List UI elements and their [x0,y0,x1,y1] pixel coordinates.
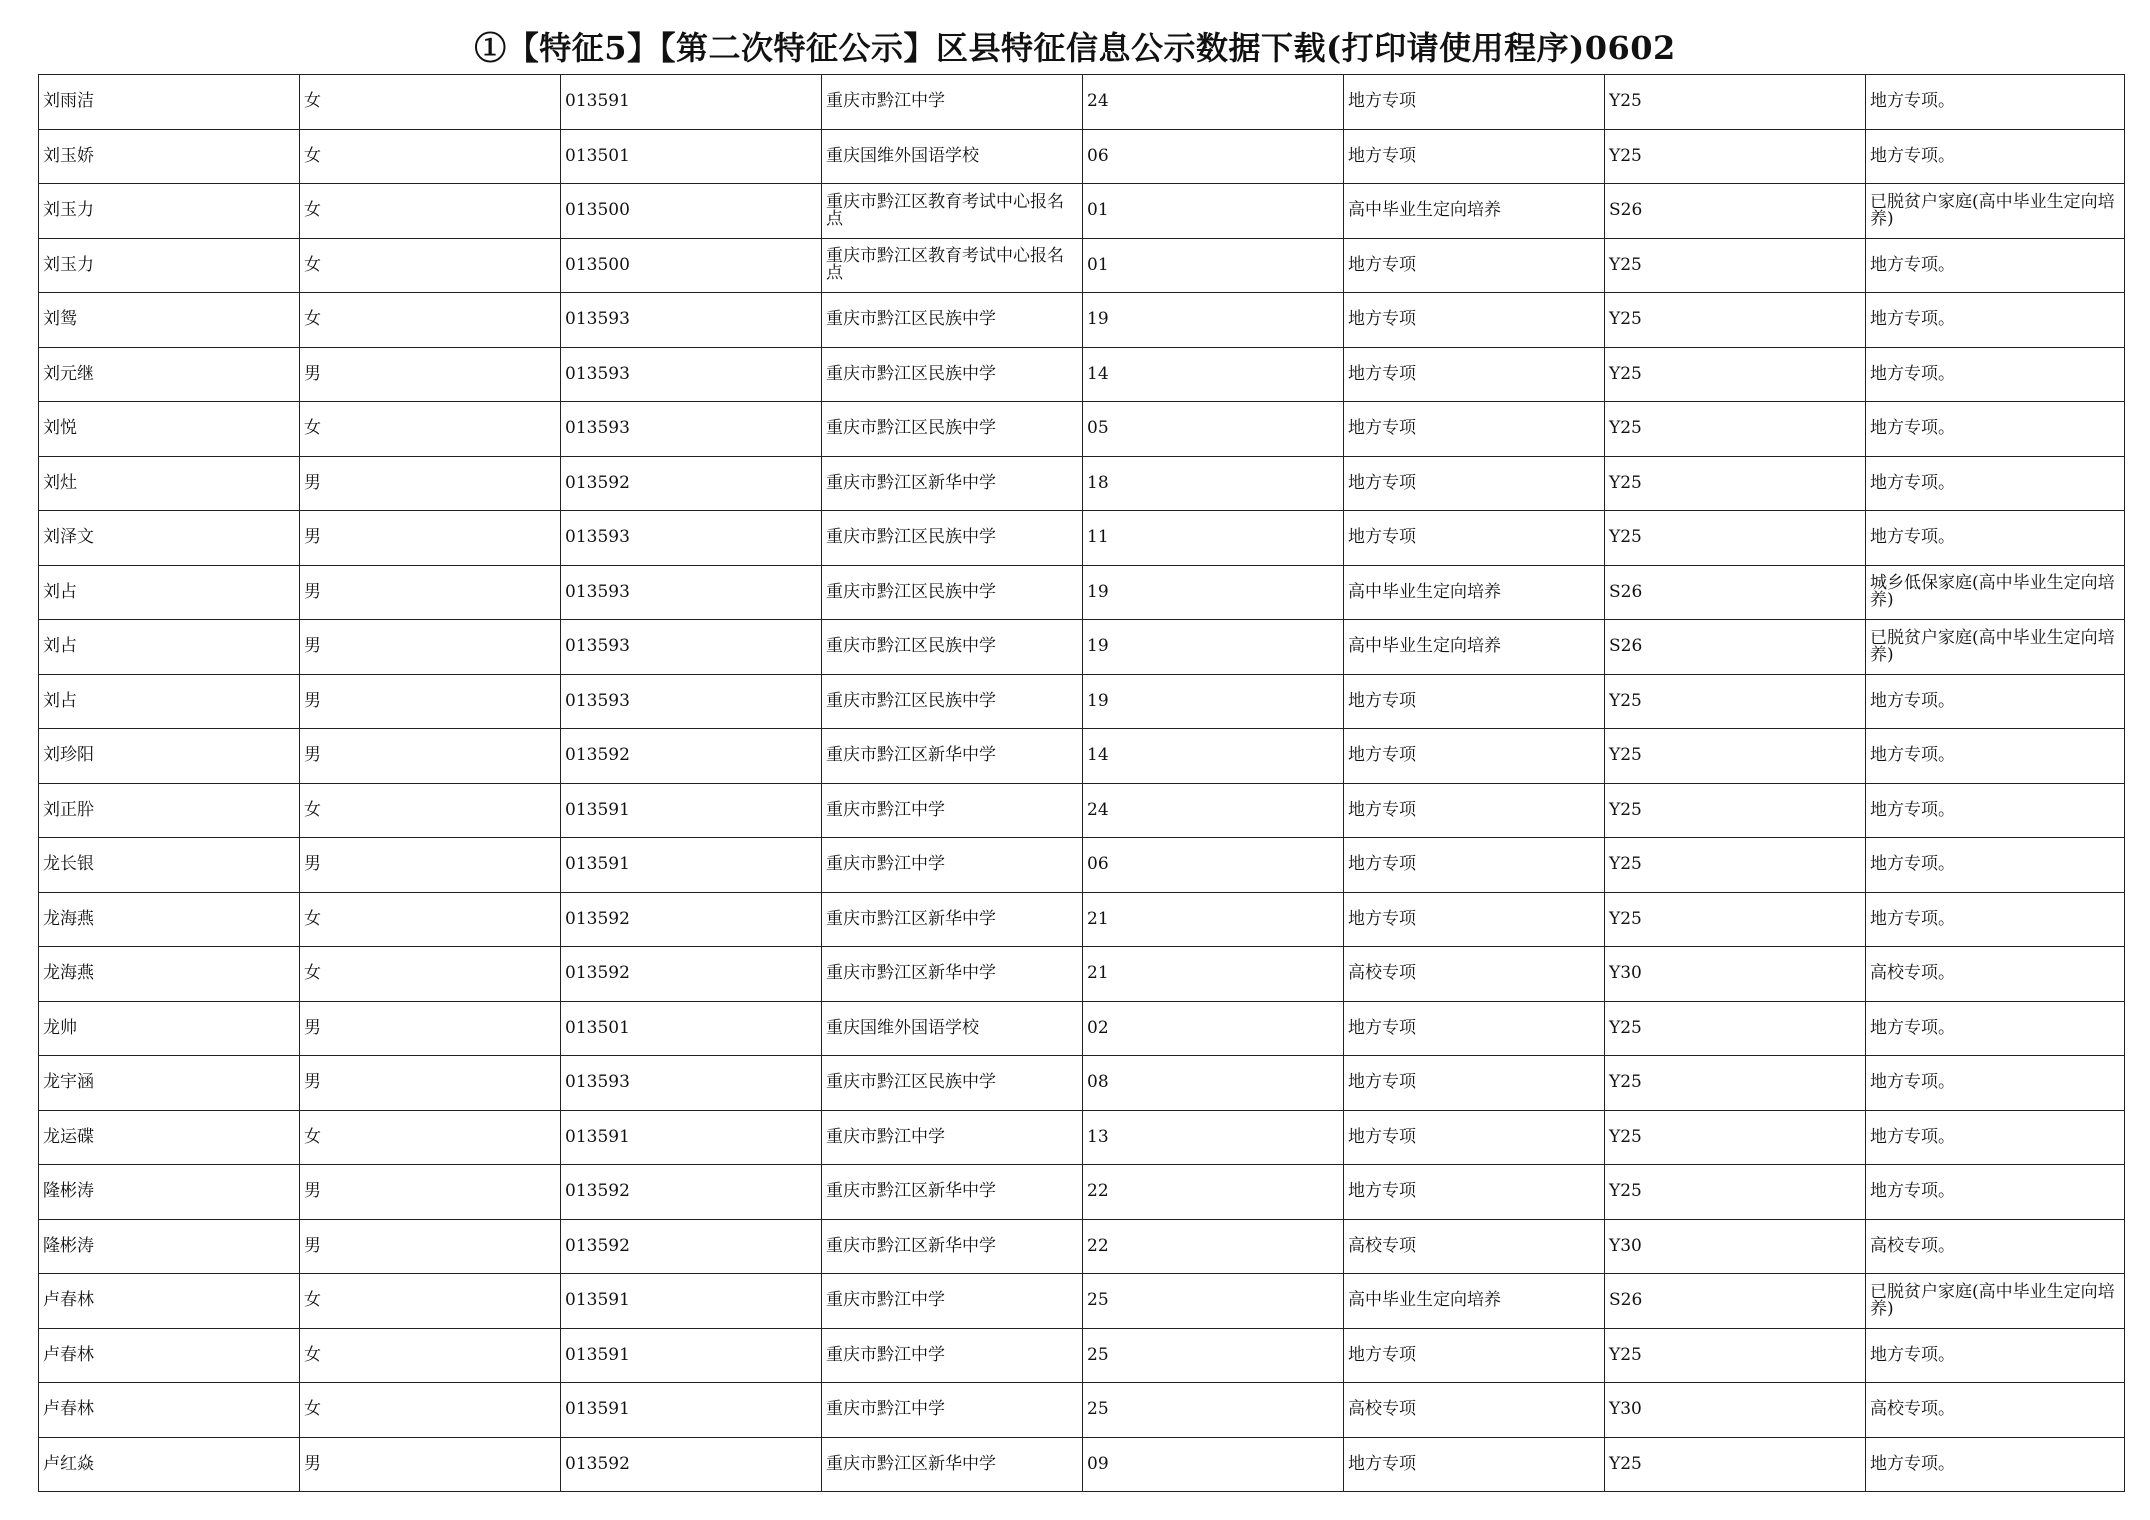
gender-cell: 男 [300,1437,561,1492]
school-cell: 重庆市黔江区民族中学 [822,620,1083,675]
remark-cell: 地方专项。 [1866,1110,2125,1165]
class-cell: 09 [1083,1437,1344,1492]
table-row [39,238,2125,293]
table-row [39,783,2125,838]
type-code-cell: Y25 [1605,1056,1866,1111]
class-cell: 06 [1083,129,1344,184]
gender-cell: 男 [300,347,561,402]
table-row [39,293,2125,348]
name-cell: 卢春林 [39,1328,300,1383]
code-cell: 013592 [561,456,822,511]
category-cell: 高校专项 [1344,1219,1605,1274]
name-cell: 隆彬涛 [39,1219,300,1274]
table-row [39,456,2125,511]
gender-cell: 女 [300,293,561,348]
school-cell: 重庆市黔江区教育考试中心报名点 [822,238,1083,293]
remark-cell: 高校专项。 [1866,947,2125,1002]
gender-cell: 男 [300,620,561,675]
category-cell: 地方专项 [1344,1328,1605,1383]
remark-cell: 地方专项。 [1866,1165,2125,1220]
gender-cell: 男 [300,1056,561,1111]
table-row [39,1219,2125,1274]
page-title: ①【特征5】【第二次特征公示】区县特征信息公示数据下载(打印请使用程序)0602 [474,29,1676,67]
remark-cell: 地方专项。 [1866,838,2125,893]
gender-cell: 男 [300,1219,561,1274]
type-code-cell: Y25 [1605,892,1866,947]
code-cell: 013501 [561,129,822,184]
table-row [39,1328,2125,1383]
school-cell: 重庆市黔江区新华中学 [822,947,1083,1002]
code-cell: 013591 [561,75,822,130]
name-cell: 刘悦 [39,402,300,457]
category-cell: 地方专项 [1344,293,1605,348]
type-code-cell: Y25 [1605,456,1866,511]
name-cell: 龙宇涵 [39,1056,300,1111]
class-cell: 24 [1083,75,1344,130]
remark-cell: 已脱贫户家庭(高中毕业生定向培养) [1866,1274,2125,1329]
category-cell: 地方专项 [1344,1056,1605,1111]
name-cell: 龙海燕 [39,947,300,1002]
remark-cell: 地方专项。 [1866,1437,2125,1492]
remark-cell: 已脱贫户家庭(高中毕业生定向培养) [1866,184,2125,239]
code-cell: 013593 [561,402,822,457]
category-cell: 地方专项 [1344,783,1605,838]
remark-cell: 地方专项。 [1866,129,2125,184]
code-cell: 013591 [561,838,822,893]
remark-cell: 高校专项。 [1866,1219,2125,1274]
code-cell: 013591 [561,783,822,838]
table-row [39,511,2125,566]
category-cell: 高中毕业生定向培养 [1344,620,1605,675]
remark-cell: 地方专项。 [1866,75,2125,130]
table-row [39,184,2125,239]
school-cell: 重庆市黔江中学 [822,1274,1083,1329]
type-code-cell: Y25 [1605,1165,1866,1220]
gender-cell: 女 [300,783,561,838]
type-code-cell: Y25 [1605,75,1866,130]
code-cell: 013501 [561,1001,822,1056]
class-cell: 14 [1083,347,1344,402]
table-row [39,620,2125,675]
remark-cell: 地方专项。 [1866,293,2125,348]
code-cell: 013593 [561,674,822,729]
type-code-cell: Y30 [1605,947,1866,1002]
gender-cell: 男 [300,511,561,566]
table-row [39,129,2125,184]
school-cell: 重庆市黔江区新华中学 [822,729,1083,784]
code-cell: 013593 [561,511,822,566]
gender-cell: 男 [300,1165,561,1220]
class-cell: 22 [1083,1219,1344,1274]
table-row [39,347,2125,402]
gender-cell: 女 [300,1383,561,1438]
remark-cell: 已脱贫户家庭(高中毕业生定向培养) [1866,620,2125,675]
name-cell: 刘珍阳 [39,729,300,784]
school-cell: 重庆国维外国语学校 [822,1001,1083,1056]
type-code-cell: Y25 [1605,129,1866,184]
type-code-cell: Y25 [1605,1110,1866,1165]
category-cell: 高校专项 [1344,947,1605,1002]
table-row [39,838,2125,893]
gender-cell: 男 [300,838,561,893]
remark-cell: 地方专项。 [1866,402,2125,457]
name-cell: 隆彬涛 [39,1165,300,1220]
category-cell: 地方专项 [1344,129,1605,184]
category-cell: 地方专项 [1344,1437,1605,1492]
remark-cell: 地方专项。 [1866,1056,2125,1111]
category-cell: 高中毕业生定向培养 [1344,1274,1605,1329]
code-cell: 013591 [561,1328,822,1383]
class-cell: 01 [1083,184,1344,239]
table-row [39,674,2125,729]
name-cell: 刘泽文 [39,511,300,566]
school-cell: 重庆市黔江区新华中学 [822,892,1083,947]
name-cell: 龙运碟 [39,1110,300,1165]
school-cell: 重庆市黔江中学 [822,838,1083,893]
school-cell: 重庆国维外国语学校 [822,129,1083,184]
table-row [39,892,2125,947]
remark-cell: 地方专项。 [1866,892,2125,947]
category-cell: 地方专项 [1344,75,1605,130]
table-row [39,1001,2125,1056]
type-code-cell: Y25 [1605,1437,1866,1492]
gender-cell: 女 [300,1328,561,1383]
table-row [39,402,2125,457]
code-cell: 013593 [561,565,822,620]
school-cell: 重庆市黔江区教育考试中心报名点 [822,184,1083,239]
class-cell: 01 [1083,238,1344,293]
category-cell: 地方专项 [1344,1001,1605,1056]
name-cell: 卢红焱 [39,1437,300,1492]
name-cell: 刘元继 [39,347,300,402]
name-cell: 卢春林 [39,1383,300,1438]
table-row [39,947,2125,1002]
class-cell: 05 [1083,402,1344,457]
name-cell: 刘玉娇 [39,129,300,184]
code-cell: 013500 [561,238,822,293]
school-cell: 重庆市黔江中学 [822,1110,1083,1165]
category-cell: 高校专项 [1344,1383,1605,1438]
table-row [39,75,2125,130]
code-cell: 013591 [561,1274,822,1329]
table-row [39,1165,2125,1220]
type-code-cell: Y25 [1605,1001,1866,1056]
remark-cell: 地方专项。 [1866,729,2125,784]
category-cell: 高中毕业生定向培养 [1344,184,1605,239]
table-row [39,565,2125,620]
code-cell: 013593 [561,1056,822,1111]
class-cell: 18 [1083,456,1344,511]
class-cell: 11 [1083,511,1344,566]
school-cell: 重庆市黔江中学 [822,75,1083,130]
school-cell: 重庆市黔江区新华中学 [822,1219,1083,1274]
class-cell: 21 [1083,892,1344,947]
type-code-cell: Y25 [1605,838,1866,893]
table-row [39,1110,2125,1165]
school-cell: 重庆市黔江中学 [822,1383,1083,1438]
code-cell: 013593 [561,293,822,348]
type-code-cell: S26 [1605,1274,1866,1329]
school-cell: 重庆市黔江区新华中学 [822,456,1083,511]
code-cell: 013592 [561,729,822,784]
school-cell: 重庆市黔江区民族中学 [822,293,1083,348]
category-cell: 地方专项 [1344,892,1605,947]
category-cell: 地方专项 [1344,838,1605,893]
school-cell: 重庆市黔江中学 [822,783,1083,838]
table-row [39,1437,2125,1492]
gender-cell: 女 [300,1274,561,1329]
name-cell: 刘占 [39,674,300,729]
name-cell: 刘玉力 [39,184,300,239]
category-cell: 地方专项 [1344,347,1605,402]
data-table [38,74,2125,1492]
school-cell: 重庆市黔江区民族中学 [822,565,1083,620]
remark-cell: 地方专项。 [1866,456,2125,511]
name-cell: 刘占 [39,565,300,620]
class-cell: 25 [1083,1274,1344,1329]
table-row [39,1056,2125,1111]
type-code-cell: Y25 [1605,783,1866,838]
name-cell: 龙长银 [39,838,300,893]
class-cell: 06 [1083,838,1344,893]
name-cell: 刘玉力 [39,238,300,293]
class-cell: 25 [1083,1383,1344,1438]
type-code-cell: Y25 [1605,674,1866,729]
class-cell: 24 [1083,783,1344,838]
code-cell: 013592 [561,1437,822,1492]
gender-cell: 女 [300,402,561,457]
school-cell: 重庆市黔江区民族中学 [822,511,1083,566]
category-cell: 地方专项 [1344,402,1605,457]
class-cell: 19 [1083,293,1344,348]
code-cell: 013593 [561,347,822,402]
name-cell: 刘灶 [39,456,300,511]
category-cell: 地方专项 [1344,1165,1605,1220]
gender-cell: 男 [300,565,561,620]
type-code-cell: Y25 [1605,511,1866,566]
gender-cell: 女 [300,947,561,1002]
type-code-cell: S26 [1605,184,1866,239]
name-cell: 卢春林 [39,1274,300,1329]
code-cell: 013591 [561,1110,822,1165]
type-code-cell: Y25 [1605,238,1866,293]
gender-cell: 男 [300,1001,561,1056]
type-code-cell: Y30 [1605,1383,1866,1438]
gender-cell: 男 [300,729,561,784]
type-code-cell: Y25 [1605,729,1866,784]
code-cell: 013500 [561,184,822,239]
school-cell: 重庆市黔江区民族中学 [822,1056,1083,1111]
remark-cell: 地方专项。 [1866,511,2125,566]
gender-cell: 女 [300,129,561,184]
class-cell: 19 [1083,620,1344,675]
category-cell: 地方专项 [1344,674,1605,729]
type-code-cell: S26 [1605,565,1866,620]
code-cell: 013592 [561,1165,822,1220]
type-code-cell: Y25 [1605,293,1866,348]
gender-cell: 男 [300,456,561,511]
code-cell: 013592 [561,947,822,1002]
remark-cell: 地方专项。 [1866,1001,2125,1056]
class-cell: 08 [1083,1056,1344,1111]
type-code-cell: Y25 [1605,347,1866,402]
table-row [39,1383,2125,1438]
category-cell: 地方专项 [1344,511,1605,566]
name-cell: 刘正肸 [39,783,300,838]
class-cell: 02 [1083,1001,1344,1056]
remark-cell: 地方专项。 [1866,674,2125,729]
remark-cell: 高校专项。 [1866,1383,2125,1438]
class-cell: 14 [1083,729,1344,784]
school-cell: 重庆市黔江区新华中学 [822,1437,1083,1492]
gender-cell: 男 [300,674,561,729]
table-body [39,75,2125,1492]
remark-cell: 城乡低保家庭(高中毕业生定向培养) [1866,565,2125,620]
school-cell: 重庆市黔江区民族中学 [822,402,1083,457]
type-code-cell: Y25 [1605,1328,1866,1383]
name-cell: 刘鸳 [39,293,300,348]
type-code-cell: Y30 [1605,1219,1866,1274]
gender-cell: 女 [300,1110,561,1165]
name-cell: 刘占 [39,620,300,675]
gender-cell: 女 [300,238,561,293]
type-code-cell: Y25 [1605,402,1866,457]
category-cell: 地方专项 [1344,238,1605,293]
remark-cell: 地方专项。 [1866,1328,2125,1383]
gender-cell: 女 [300,892,561,947]
remark-cell: 地方专项。 [1866,238,2125,293]
code-cell: 013592 [561,892,822,947]
table-row [39,729,2125,784]
gender-cell: 女 [300,184,561,239]
class-cell: 13 [1083,1110,1344,1165]
category-cell: 地方专项 [1344,729,1605,784]
category-cell: 高中毕业生定向培养 [1344,565,1605,620]
remark-cell: 地方专项。 [1866,347,2125,402]
name-cell: 龙帅 [39,1001,300,1056]
school-cell: 重庆市黔江区新华中学 [822,1165,1083,1220]
table-row [39,1274,2125,1329]
class-cell: 19 [1083,674,1344,729]
category-cell: 地方专项 [1344,456,1605,511]
code-cell: 013593 [561,620,822,675]
code-cell: 013591 [561,1383,822,1438]
remark-cell: 地方专项。 [1866,783,2125,838]
class-cell: 25 [1083,1328,1344,1383]
class-cell: 22 [1083,1165,1344,1220]
category-cell: 地方专项 [1344,1110,1605,1165]
code-cell: 013592 [561,1219,822,1274]
name-cell: 刘雨洁 [39,75,300,130]
class-cell: 21 [1083,947,1344,1002]
gender-cell: 女 [300,75,561,130]
school-cell: 重庆市黔江区民族中学 [822,347,1083,402]
school-cell: 重庆市黔江中学 [822,1328,1083,1383]
school-cell: 重庆市黔江区民族中学 [822,674,1083,729]
name-cell: 龙海燕 [39,892,300,947]
class-cell: 19 [1083,565,1344,620]
type-code-cell: S26 [1605,620,1866,675]
